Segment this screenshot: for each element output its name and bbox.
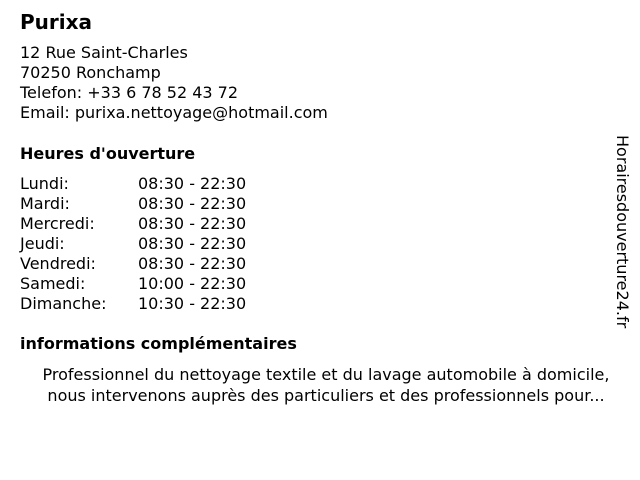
description-line-2: nous intervenons auprès des particuliers et des professionnels pour... [47, 386, 605, 405]
contact-block [20, 43, 328, 123]
description-line-1: Professionnel du nettoyage textile et du lavage automobile à domicile, [42, 365, 610, 384]
address-city: 70250 Ronchamp [20, 63, 161, 82]
site-link[interactable]: Horairesdouverture24.fr [613, 135, 632, 329]
hours-row-friday [20, 254, 246, 274]
time-range: 10:00 - 22:30 [138, 274, 247, 293]
address-street: 12 Rue Saint-Charles [20, 43, 188, 62]
time-range: 08:30 - 22:30 [138, 214, 247, 233]
day-label: Lundi: [20, 174, 69, 193]
day-label: Dimanche: [20, 294, 107, 313]
hours-row-tuesday [20, 194, 246, 214]
business-name: Purixa [20, 10, 93, 34]
hours-row-monday [20, 174, 246, 194]
hours-row-wednesday [20, 214, 246, 234]
day-label: Samedi: [20, 274, 86, 293]
business-description [20, 364, 632, 406]
phone-number: Telefon: +33 6 78 52 43 72 [20, 83, 239, 102]
day-label: Mardi: [20, 194, 70, 213]
time-range: 08:30 - 22:30 [138, 174, 247, 193]
hours-row-sunday [20, 294, 246, 314]
time-range: 08:30 - 22:30 [138, 254, 247, 273]
hours-row-saturday [20, 274, 246, 294]
opening-hours-list [20, 174, 246, 314]
day-label: Jeudi: [20, 234, 65, 253]
time-range: 08:30 - 22:30 [138, 234, 247, 253]
email-address: Email: purixa.nettoyage@hotmail.com [20, 103, 328, 122]
hours-heading: Heures d'ouverture [20, 144, 196, 163]
time-range: 10:30 - 22:30 [138, 294, 247, 313]
info-heading: informations complémentaires [20, 334, 297, 353]
day-label: Mercredi: [20, 214, 95, 233]
time-range: 08:30 - 22:30 [138, 194, 247, 213]
day-label: Vendredi: [20, 254, 96, 273]
hours-row-thursday [20, 234, 246, 254]
